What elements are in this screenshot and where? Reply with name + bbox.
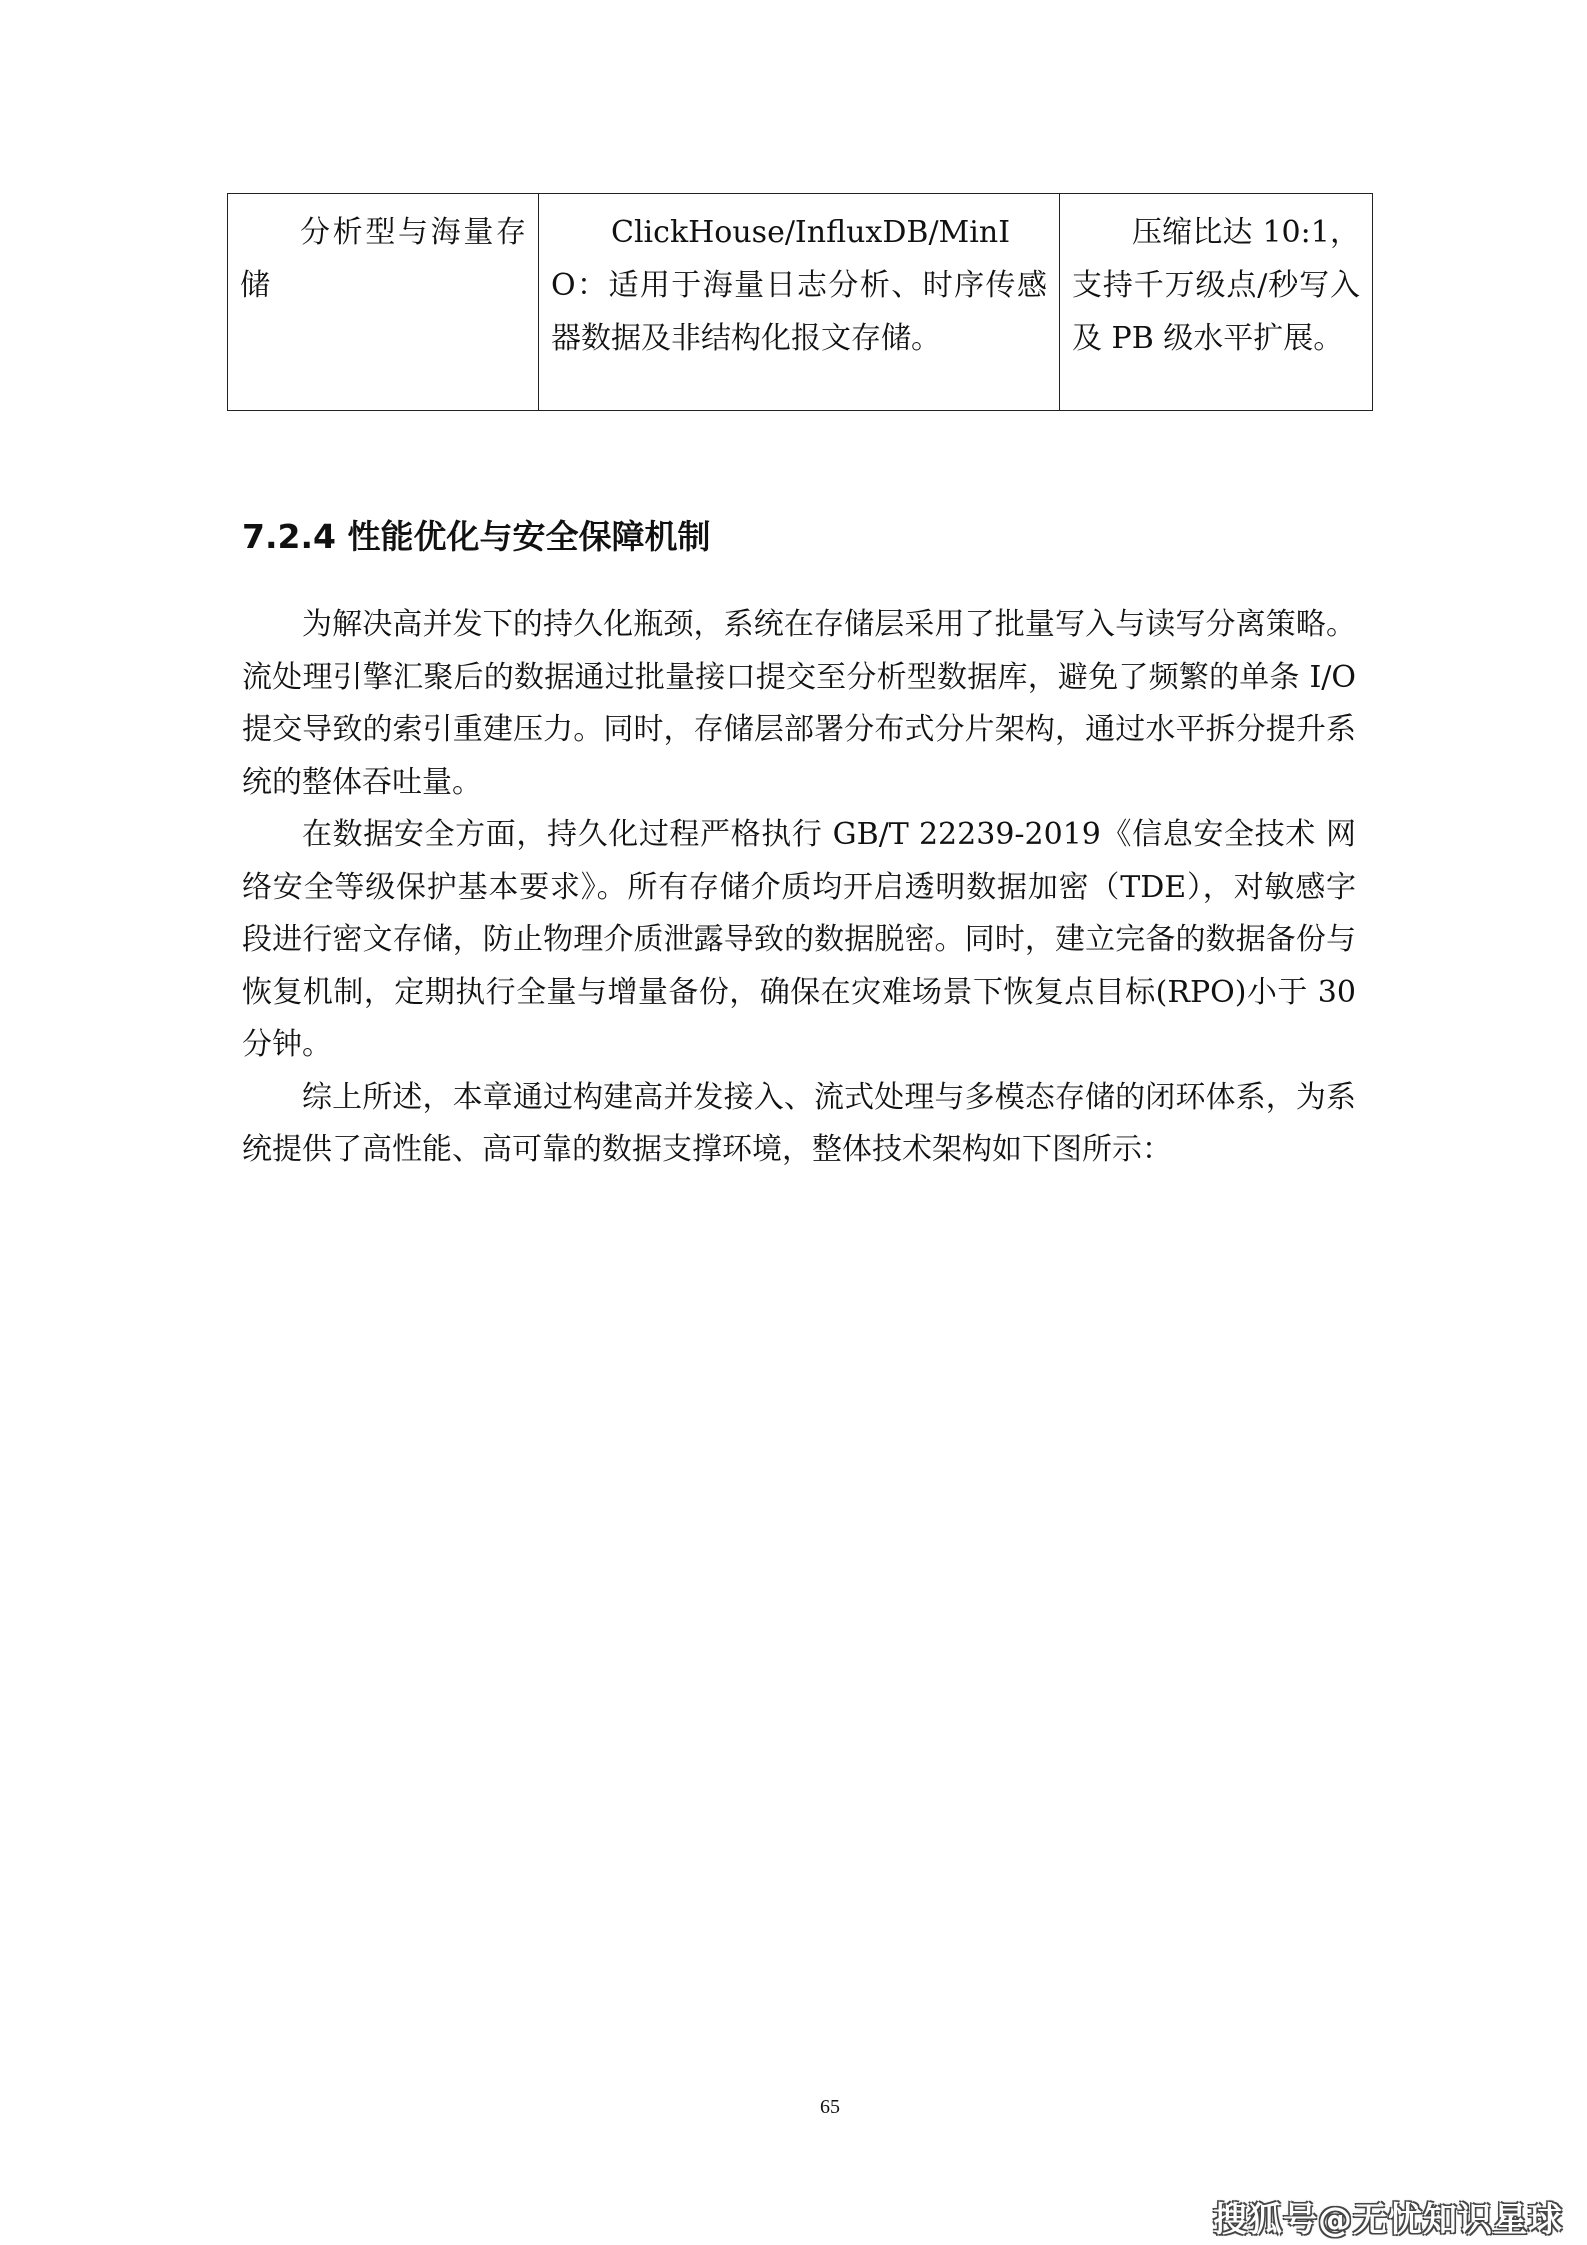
section-body — [242, 599, 1356, 1177]
section-heading: 7.2.4 性能优化与安全保障机制 — [242, 517, 711, 556]
storage-spec-table — [227, 193, 1373, 411]
table-cell-category: 分析型与海量存储 — [228, 194, 539, 411]
paragraph: 为解决高并发下的持久化瓶颈，系统在存储层采用了批量写入与读写分离策略。流处理引擎汇聚后的数据通过批量接口提交至分析型数据库，避免了频繁的单条 I/O 提交导致的索引重建压力。同时，存储层部署分布式分片架构，通过水平拆分提升系统的整体吞吐量。 — [242, 607, 1356, 800]
table-row — [228, 194, 1373, 411]
paragraph: 综上所述，本章通过构建高并发接入、流式处理与多模态存储的闭环体系，为系统提供了高性能、高可靠的数据支撑环境，整体技术架构如下图所示： — [242, 1079, 1356, 1167]
watermark: 搜狐号@无忧知识星球 — [1213, 2200, 1563, 2240]
page-number: 65 — [820, 2096, 840, 2118]
table-cell-performance: 压缩比达 10:1，支持千万级点/秒写入及 PB 级水平扩展。 — [1060, 194, 1373, 411]
table-cell-technology: ClickHouse/InfluxDB/MinIO：适用于海量日志分析、时序传感器数据及非结构化报文存储。 — [539, 194, 1060, 411]
paragraph: 在数据安全方面，持久化过程严格执行 GB/T 22239-2019《信息安全技术 网络安全等级保护基本要求》。所有存储介质均开启透明数据加密（TDE），对敏感字段进行密文存储，防止物理介质泄露导致的数据脱密。同时，建立完备的数据备份与恢复机制，定期执行全量与增量备份，确保在灾难场景下恢复点目标(RPO)小于 30 分钟。 — [242, 817, 1356, 1062]
